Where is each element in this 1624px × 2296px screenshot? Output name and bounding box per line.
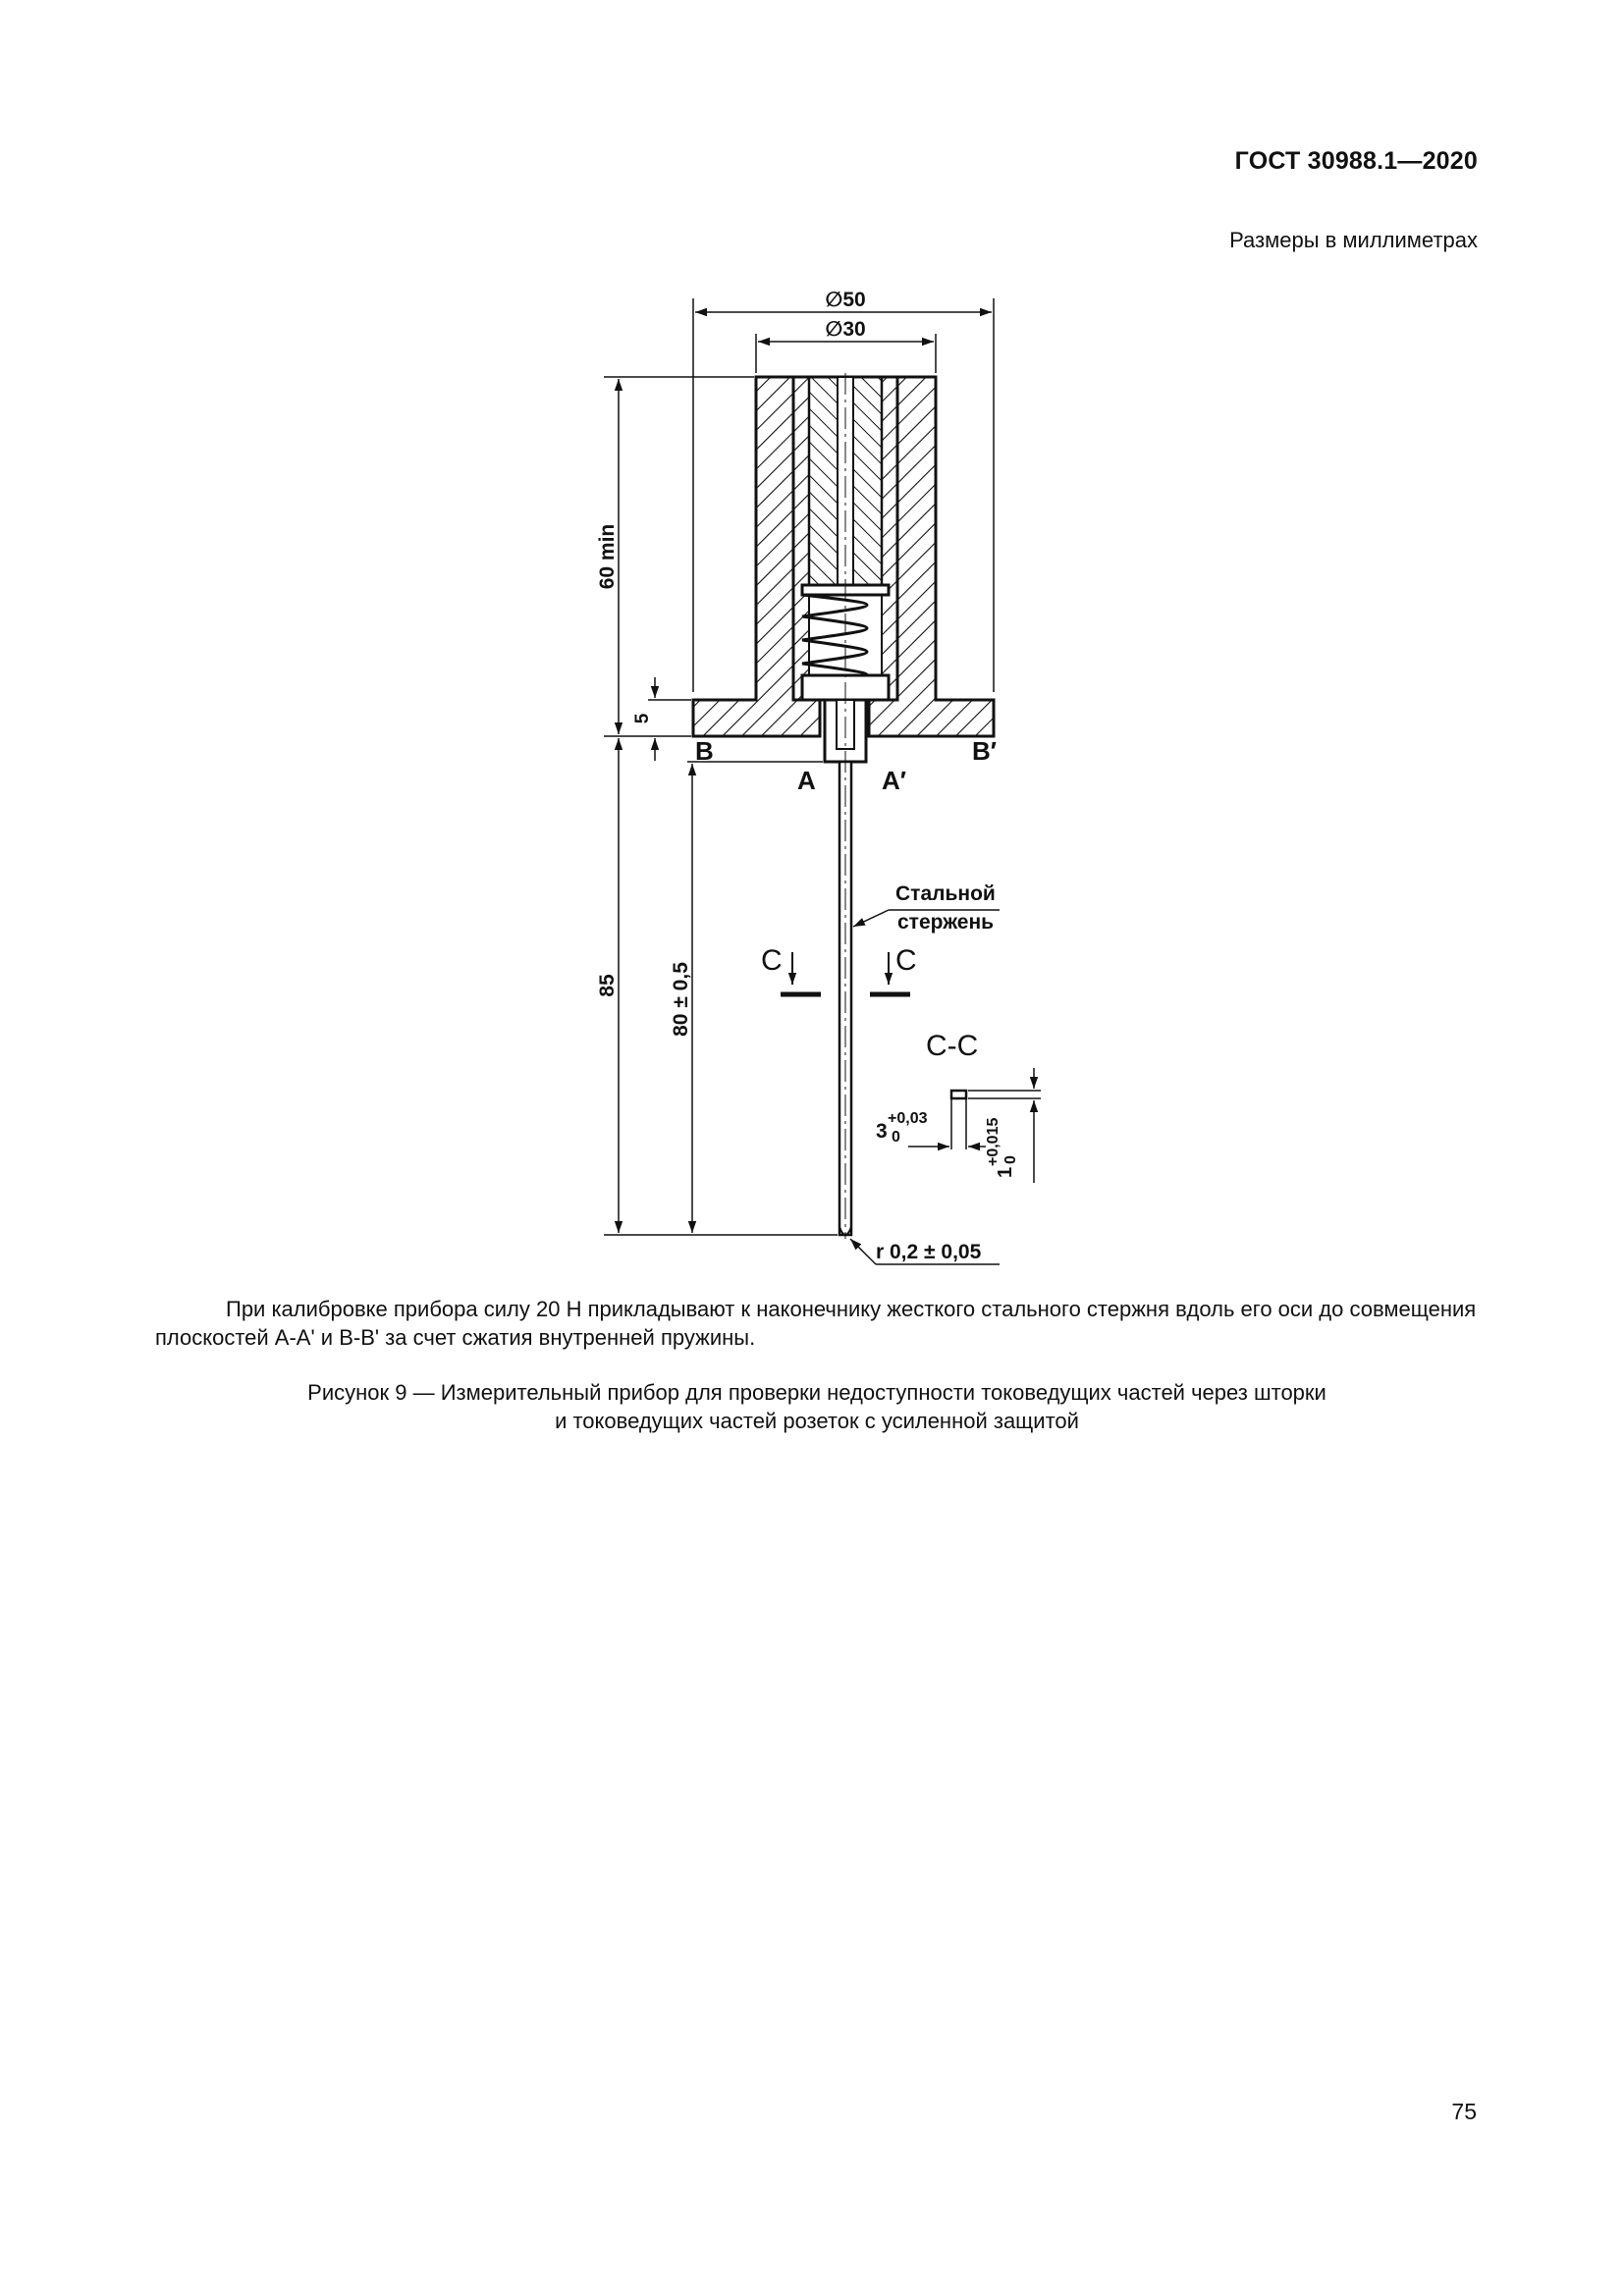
steel-rod-label-line1: Стальной: [895, 882, 996, 905]
plane-a-label: A: [797, 766, 816, 795]
section-title: C-C: [926, 1030, 979, 1062]
dim-80: 80 ± 0,5: [670, 962, 692, 1037]
section-mark-left: C: [761, 944, 783, 977]
tip-radius-callout: [850, 1239, 1000, 1264]
plane-a-prime-label: A′: [882, 766, 907, 795]
device-body: [693, 373, 994, 1239]
page-header-standard: ГОСТ 30988.1—2020: [1234, 147, 1478, 175]
steel-rod-callout: [853, 882, 1000, 934]
section-detail: [908, 1068, 1041, 1183]
dim-85: 85: [596, 974, 619, 997]
dim-5: 5: [632, 713, 653, 724]
dim-thickness-base: 1: [995, 1166, 1016, 1178]
dim-inner-diameter: ∅30: [825, 318, 866, 341]
steel-rod-label-line2: стержень: [897, 911, 995, 934]
plane-b-prime-label: B′: [972, 736, 998, 766]
dim-width-tol-upper: +0,03: [888, 1110, 928, 1127]
plane-b-label: B: [695, 736, 714, 766]
dim-width-tol-lower: 0: [892, 1129, 900, 1146]
page-number: 75: [1451, 2099, 1477, 2124]
figure-title: [155, 1378, 1479, 1435]
units-note: Размеры в миллиметрах: [1229, 228, 1478, 252]
dim-outer-diameter: ∅50: [825, 289, 866, 311]
caption-paragraph: [155, 1295, 1479, 1352]
dim-thickness-tol-lower: 0: [1002, 1155, 1019, 1164]
dim-60-min: 60 min: [596, 523, 619, 590]
dim-thickness-tol-upper: +0,015: [985, 1117, 1001, 1166]
figure-title-line1: Рисунок 9 — Измерительный прибор для проверки недоступности токоведущих частей через шторки: [307, 1380, 1326, 1405]
section-mark-right: C: [895, 944, 917, 977]
figure-title-line2: и токоведущих частей розеток с усиленной защитой: [555, 1409, 1079, 1433]
caption-text: При калибровке прибора силу 20 Н прикладывают к наконечнику жесткого стального стержня вдоль его оси до совмещения плоскостей A-A' и B-B' за счет сжатия внутренней пружины.: [155, 1297, 1477, 1350]
dim-width-base: 3: [876, 1120, 888, 1143]
tip-radius-label: r 0,2 ± 0,05: [876, 1241, 982, 1263]
